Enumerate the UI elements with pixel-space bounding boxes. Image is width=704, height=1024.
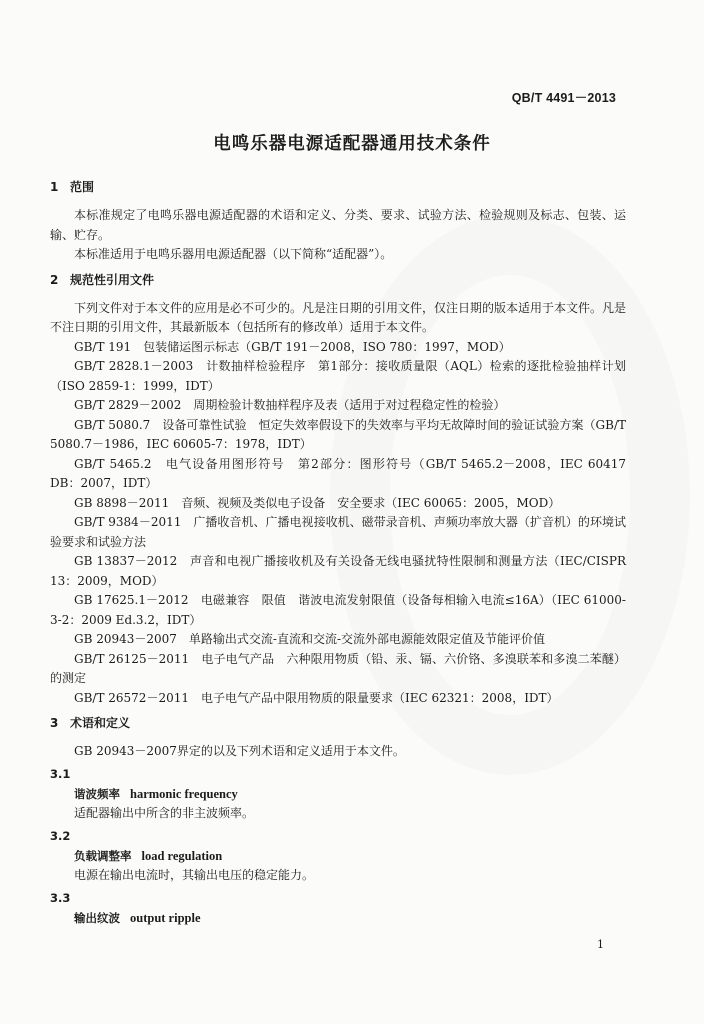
section-number: 1	[50, 180, 59, 194]
reference-item: GB/T 191 包装储运图示标志（GB/T 191－2008，ISO 780：1997，MOD）	[74, 339, 511, 354]
section-1-heading	[50, 176, 626, 206]
term-definition: 适配器输出中所含的非主波频率。	[74, 806, 255, 820]
paragraph: 下列文件对于本文件的应用是必不可少的。凡是注日期的引用文件，仅注日期的版本适用于本文件。凡是不注日期的引用文件，其最新版本（包括所有的修改单）适用于本文件。	[50, 300, 627, 334]
reference-item: GB 13837－2012 声音和电视广播接收机及有关设备无线电骚扰特性限制和测量方法（IEC/CISPR 13：2009，MOD）	[50, 554, 626, 588]
term-number: 3.1	[50, 766, 71, 781]
reference-item: GB/T 2829－2002 周期检验计数抽样程序及表（适用于对过程稳定性的检验）	[74, 398, 506, 412]
section-number: 2	[50, 272, 59, 287]
paragraph: 本标准适用于电鸣乐器用电源适配器（以下简称“适配器”）。	[74, 247, 393, 261]
section-title: 范围	[70, 180, 95, 194]
reference-item: GB/T 2828.1－2003 计数抽样检验程序 第1部分：接收质量限（AQL）检索的逐批检验抽样计划（ISO 2859-1：1999，IDT）	[50, 359, 626, 393]
reference-item: GB/T 26572－2011 电子电气产品中限用物质的限量要求（IEC 62321：2008，IDT）	[74, 690, 559, 705]
reference-item: GB 20943－2007 单路输出式交流-直流和交流-交流外部电源能效限定值及节能评价值	[74, 632, 546, 646]
term-name-en: output ripple	[130, 910, 201, 925]
term-name	[50, 785, 626, 805]
section-2-heading	[50, 269, 626, 299]
term-name-cn: 输出纹波	[74, 910, 120, 925]
reference-item: GB 17625.1－2012 电磁兼容 限值 谐波电流发射限值（设备每相输入电流≤16A）（IEC 61000-3-2：2009 Ed.3.2，IDT）	[50, 593, 626, 627]
page-number: 1	[597, 938, 604, 951]
section-title: 规范性引用文件	[70, 272, 155, 287]
term-name-cn: 谐波频率	[74, 786, 120, 801]
paragraph: GB 20943－2007界定的以及下列术语和定义适用于本文件。	[74, 744, 405, 758]
paragraph: 本标准规定了电鸣乐器电源适配器的术语和定义、分类、要求、试验方法、检验规则及标志、包装、运输、贮存。	[50, 208, 626, 242]
reference-item: GB 8898－2011 音频、视频及类似电子设备 安全要求（IEC 60065：2005，MOD）	[74, 495, 561, 510]
term-name	[50, 847, 626, 867]
reference-item: GB/T 5465.2 电气设备用图形符号 第2部分：图形符号（GB/T 5465.2－2008，IEC 60417 DB：2007，IDT）	[50, 456, 626, 490]
term-name-cn: 负载调整率	[74, 848, 132, 863]
term-number: 3.3	[50, 890, 71, 905]
document-body	[50, 176, 626, 928]
reference-item: GB/T 9384－2011 广播收音机、广播电视接收机、磁带录音机、声频功率放大器（扩音机）的环境试验要求和试验方法	[50, 515, 626, 549]
standard-code: QB/T 4491－2013	[511, 91, 616, 105]
section-3-heading	[50, 712, 626, 742]
reference-item: GB/T 5080.7 设备可靠性试验 恒定失效率假设下的失效率与平均无故障时间的验证试验方案（GB/T 5080.7－1986，IEC 60605-7：1978，IDT）	[50, 417, 626, 451]
document-title: 电鸣乐器电源适配器通用技术条件	[213, 134, 491, 154]
term-definition: 电源在输出电流时，其输出电压的稳定能力。	[74, 868, 315, 882]
term-name-en: harmonic frequency	[130, 786, 238, 801]
term-name	[50, 909, 626, 929]
section-number: 3	[50, 716, 59, 730]
section-title: 术语和定义	[70, 716, 131, 730]
reference-item: GB/T 26125－2011 电子电气产品 六种限用物质（铅、汞、镉、六价铬、多溴联苯和多溴二苯醚）的测定	[50, 651, 626, 685]
term-name-en: load regulation	[141, 848, 223, 863]
term-number: 3.2	[50, 828, 71, 843]
